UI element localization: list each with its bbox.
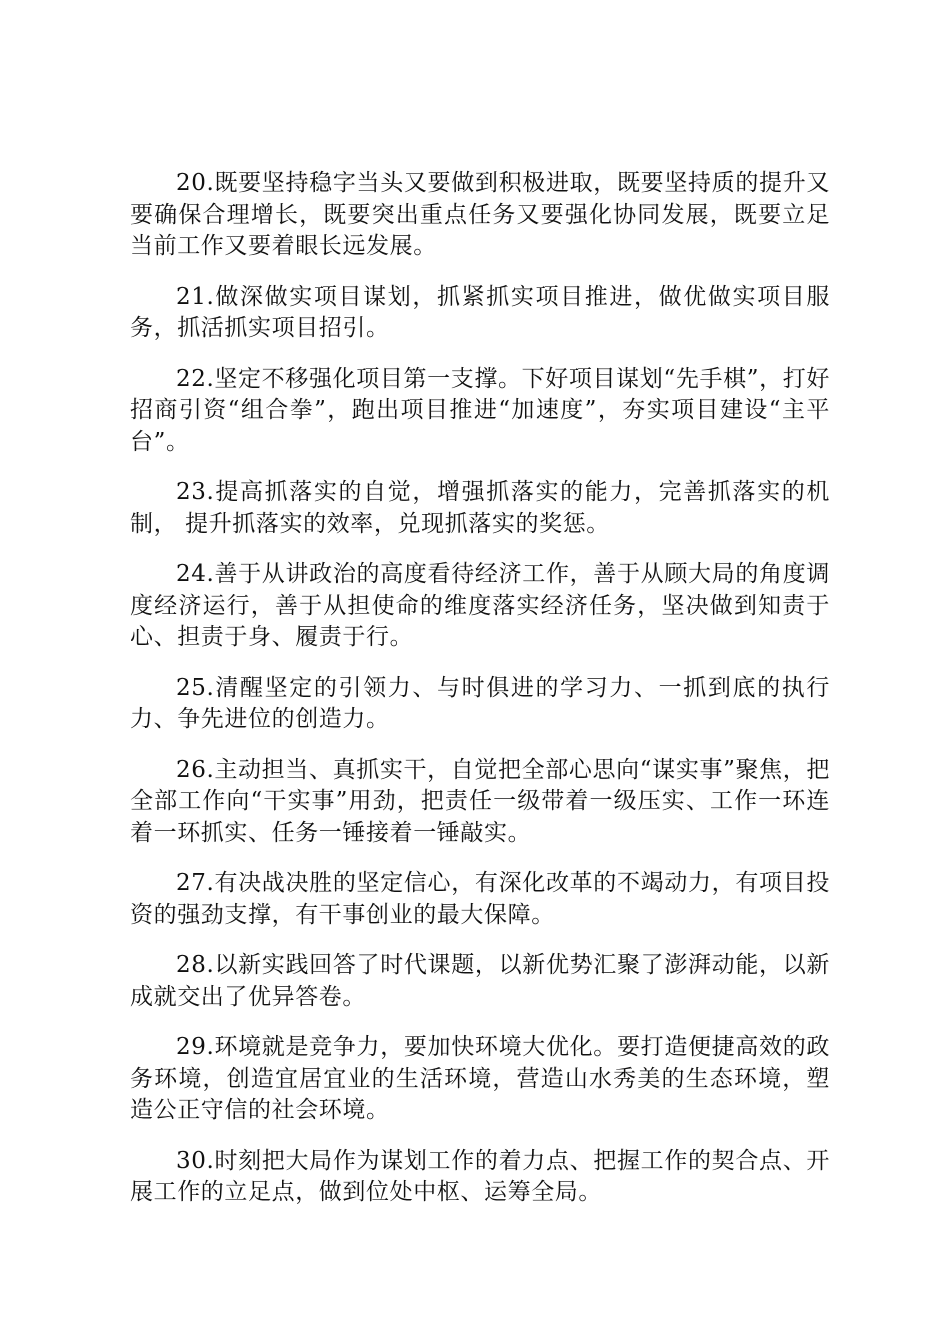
paragraph-25: 25.清醒坚定的引领力、与时俱进的学习力、一抓到底的执行力、争先进位的创造力。 (130, 674, 830, 732)
paragraph-22: 22.坚定不移强化项目第一支撑。下好项目谋划“先手棋”，打好招商引资“组合拳”，跑出项目推进“加速度”，夯实项目建设“主平台”。 (130, 365, 830, 455)
paragraph-30: 30.时刻把大局作为谋划工作的着力点、把握工作的契合点、开展工作的立足点，做到位处中枢、运筹全局。 (130, 1147, 830, 1205)
paragraph-24: 24.善于从讲政治的高度看待经济工作，善于从顾大局的角度调度经济运行，善于从担使命的维度落实经济任务，坚决做到知责于心、担责于身、履责于行。 (130, 561, 830, 650)
paragraph-20: 20.既要坚持稳字当头又要做到积极进取，既要坚持质的提升又要确保合理增长，既要突出重点任务又要强化协同发展，既要立足当前工作又要着眼长远发展。 (130, 170, 830, 259)
document-page (130, 168, 830, 1228)
paragraph-29: 29.环境就是竞争力，要加快环境大优化。要打造便捷高效的政务环境，创造宜居宜业的生活环境，营造山水秀美的生态环境，塑造公正守信的社会环境。 (130, 1034, 830, 1123)
paragraph-26: 26.主动担当、真抓实干，自觉把全部心思向“谋实事”聚焦，把全部工作向“干实事”用劲，把责任一级带着一级压实、工作一环连着一环抓实、任务一锤接着一锤敲实。 (130, 756, 830, 846)
paragraph-28: 28.以新实践回答了时代课题，以新优势汇聚了澎湃动能，以新成就交出了优异答卷。 (130, 952, 830, 1010)
paragraph-23: 23.提高抓落实的自觉，增强抓落实的能力，完善抓落实的机制， 提升抓落实的效率，兑现抓落实的奖惩。 (130, 479, 830, 537)
paragraph-21: 21.做深做实项目谋划，抓紧抓实项目推进，做优做实项目服务，抓活抓实项目招引。 (130, 283, 830, 341)
paragraph-27: 27.有决战决胜的坚定信心，有深化改革的不竭动力，有项目投资的强劲支撑，有干事创业的最大保障。 (130, 870, 830, 928)
